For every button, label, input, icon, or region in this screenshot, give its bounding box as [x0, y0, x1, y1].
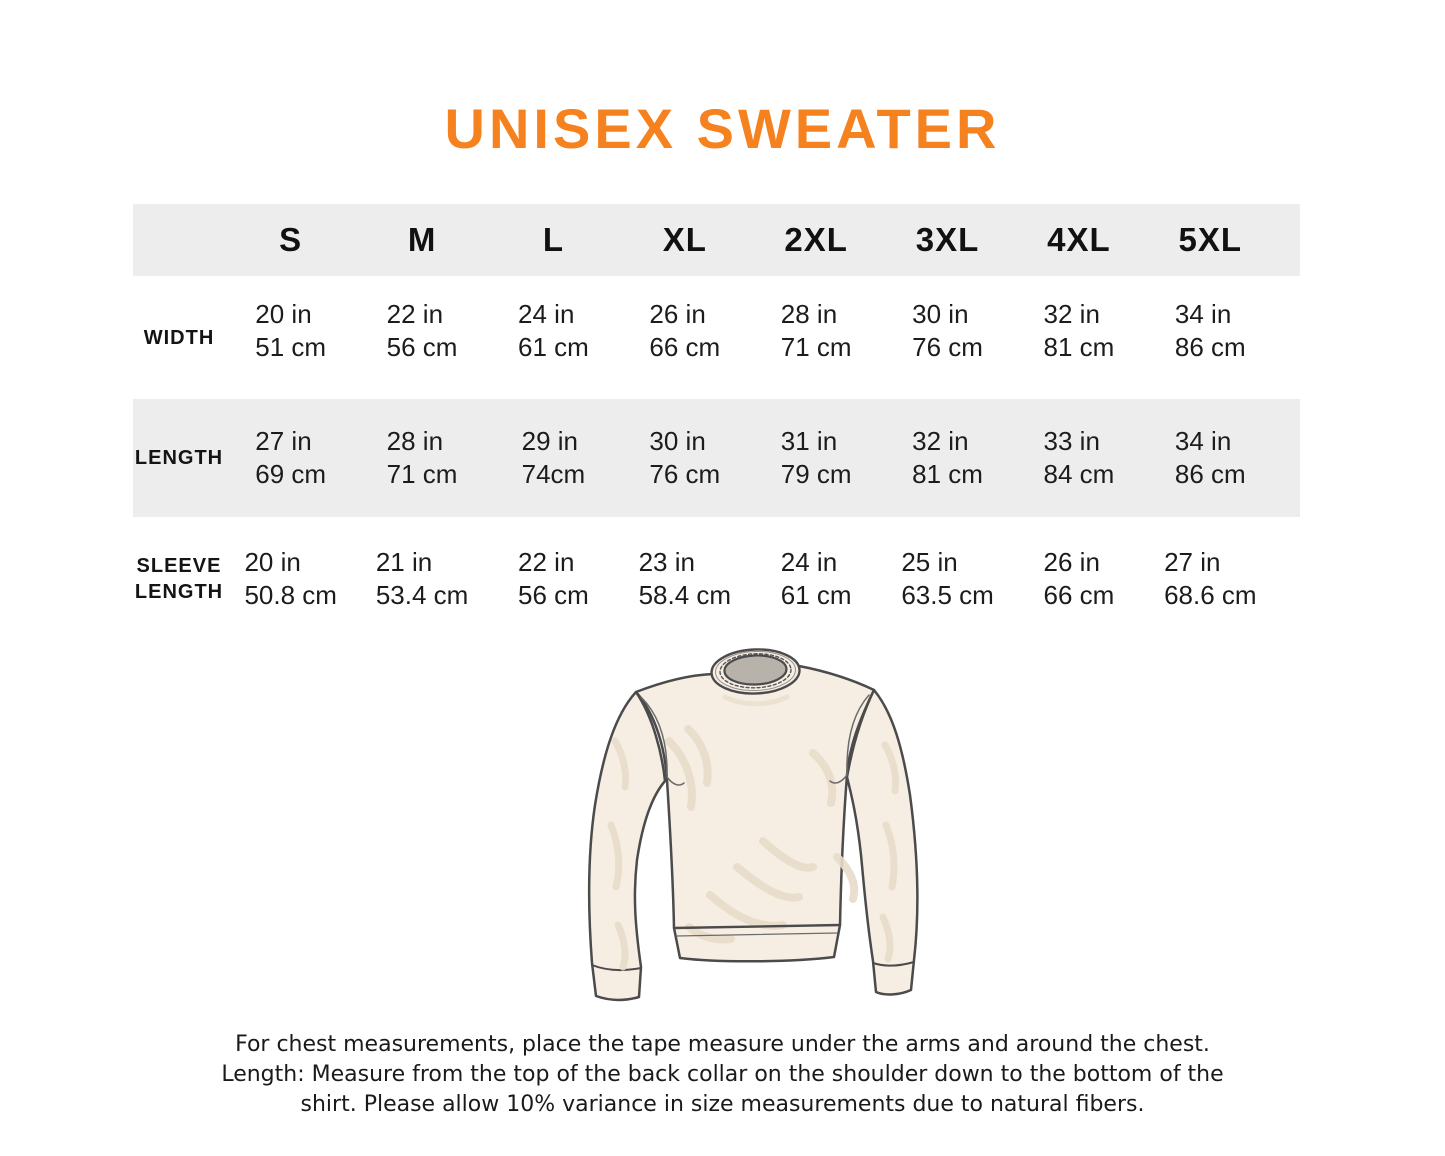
size-column-header-l: L	[542, 221, 565, 258]
measurement-cell: 34 in 86 cm	[1174, 298, 1246, 362]
measurement-cell: 27 in 68.6 cm	[1164, 547, 1257, 610]
table-row-length	[133, 399, 1300, 517]
size-column-header-2xl: 2XL	[784, 221, 848, 258]
size-column-header-5xl: 5XL	[1178, 221, 1243, 258]
measurement-cell: 31 in 79 cm	[780, 426, 852, 489]
instruction-line: For chest measurements, place the tape measure under the arms and around the chest.	[235, 1032, 1210, 1057]
table-row-sleeve-length	[133, 517, 1300, 641]
measurement-cell: 20 in 50.8 cm	[244, 547, 337, 610]
instruction-line: Length: Measure from the top of the back collar on the shoulder down to the bottom of the	[221, 1062, 1224, 1087]
size-column-header-s: S	[279, 221, 303, 258]
measurement-cell: 30 in 76 cm	[649, 426, 721, 489]
measurement-cell: 22 in 56 cm	[386, 298, 458, 362]
size-column-header-m: M	[407, 221, 437, 258]
measurement-cell: 32 in 81 cm	[1043, 298, 1115, 362]
measurement-cell: 23 in 58.4 cm	[638, 547, 732, 610]
measurement-cell: 22 in 56 cm	[518, 547, 589, 610]
page-title: UNISEX SWEATER	[444, 97, 1001, 160]
measurement-cell: 26 in 66 cm	[1043, 547, 1115, 610]
table-row-width	[133, 276, 1300, 399]
measurement-cell: 21 in 53.4 cm	[375, 547, 469, 610]
measurement-cell: 28 in 71 cm	[386, 426, 458, 489]
measurement-cell: 20 in 51 cm	[255, 298, 327, 362]
measurement-cell: 34 in 86 cm	[1174, 426, 1246, 489]
measurement-cell: 28 in 71 cm	[780, 298, 852, 362]
size-column-header-xl: XL	[662, 221, 707, 258]
measurement-instructions	[0, 1030, 1445, 1120]
measurement-cell: 33 in 84 cm	[1043, 426, 1115, 489]
row-label-sleeve-length: SLEEVE LENGTH	[134, 555, 224, 603]
row-label-length: LENGTH	[134, 447, 224, 469]
header-corner-cell	[133, 204, 225, 276]
measurement-cell: 27 in 69 cm	[255, 426, 327, 489]
measurement-cell: 24 in 61 cm	[780, 547, 852, 610]
sweater-illustration	[585, 645, 930, 1013]
measurement-cell: 29 in 74cm	[521, 426, 586, 489]
measurement-cell: 30 in 76 cm	[912, 298, 983, 362]
size-column-header-3xl: 3XL	[915, 221, 980, 258]
measurement-cell: 25 in 63.5 cm	[901, 547, 994, 610]
size-column-header-4xl: 4XL	[1047, 221, 1111, 258]
row-label-width: WIDTH	[143, 326, 215, 349]
instruction-line: shirt. Please allow 10% variance in size measurements due to natural fibers.	[300, 1092, 1145, 1117]
measurement-cell: 32 in 81 cm	[912, 426, 983, 489]
size-header-row	[133, 204, 1300, 276]
measurement-cell: 26 in 66 cm	[649, 298, 721, 362]
size-chart-table	[133, 204, 1300, 641]
measurement-cell: 24 in 61 cm	[518, 298, 589, 362]
